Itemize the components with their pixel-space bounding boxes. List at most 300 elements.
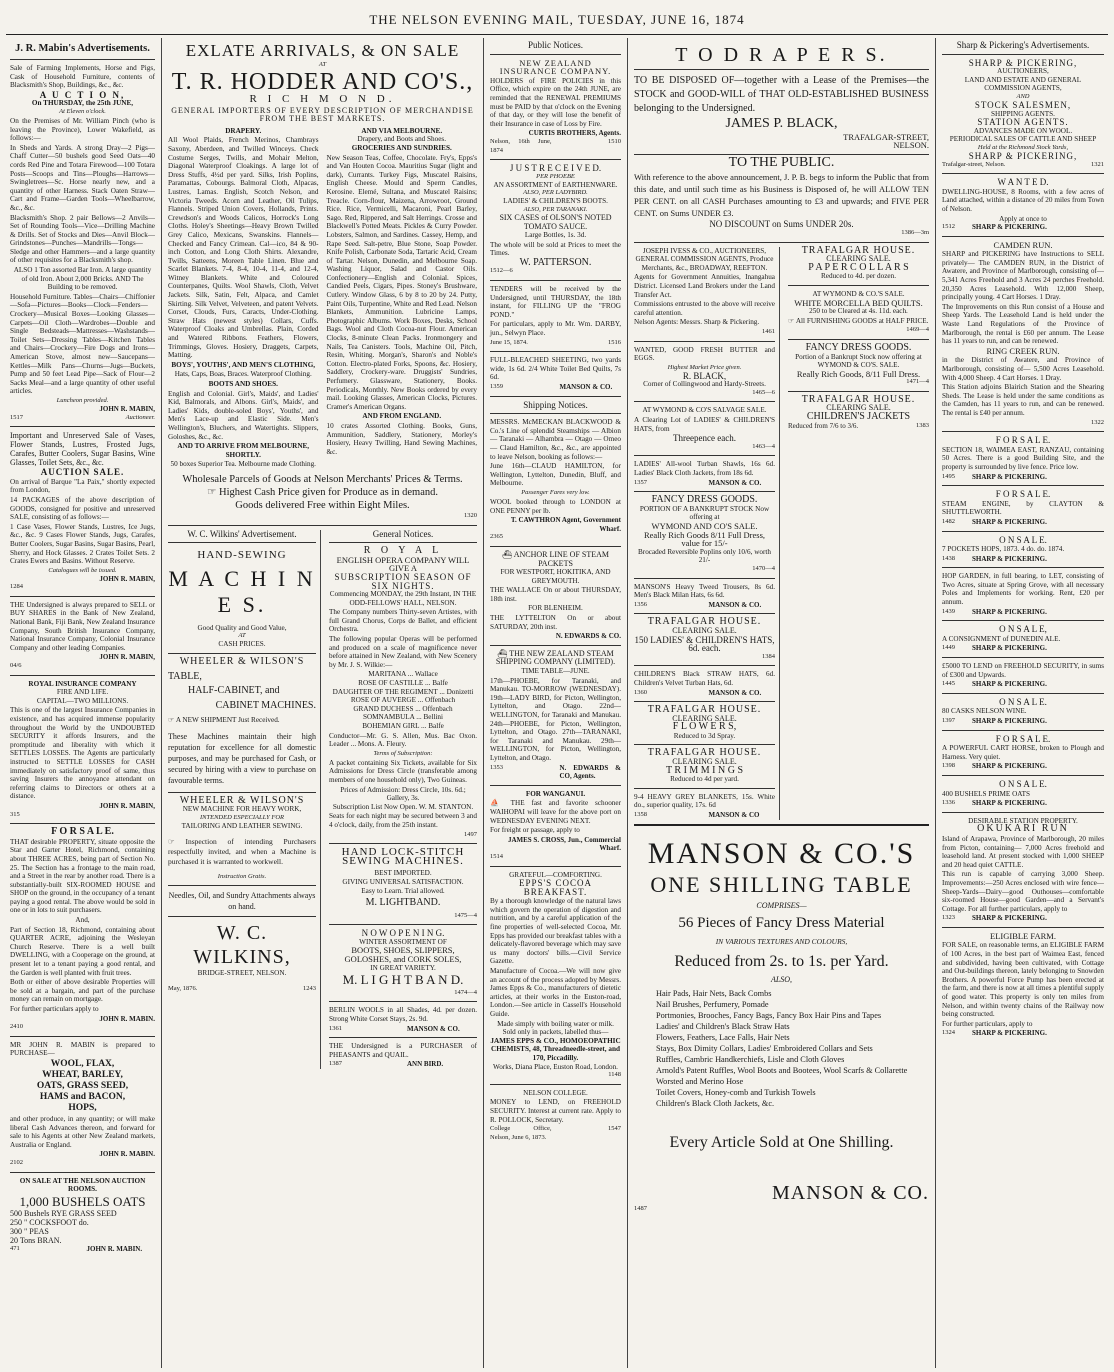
sewing-machines: SEWING MACHINES. xyxy=(342,854,464,867)
ad-number: 1517 xyxy=(10,413,23,421)
signature: SHARP & PICKERING. xyxy=(972,517,1047,526)
section-18: SECTION 18, WAIMEA EAST, RANZAU, containing 50 Acres. There is a good Building Site, and the property is surrounded by live fence. Price low. xyxy=(942,445,1104,471)
boys-clothing-list: Hats, Caps, Boas, Braces. Waterproof Clothing. xyxy=(174,370,312,379)
auction-heading: A U C T I O N, xyxy=(39,89,126,100)
divider xyxy=(942,173,1104,174)
ad-number: 1356 xyxy=(634,600,647,608)
signature: JOHN R. MABIN, xyxy=(99,801,155,810)
trafalgar-street: Trafalgar-street, Nelson. xyxy=(942,160,1006,168)
auction-time: At Eleven o'clock. xyxy=(59,107,106,115)
grey-blankets: 9-4 HEAVY GREY BLANKETS, 15s. White do., superior quality, 17s. 6d xyxy=(634,792,775,810)
dwelling-wanted: DWELLING-HOUSE, 8 Rooms, with a few acres of Land attached, within a distance of 20 miles from Town of Nelson. xyxy=(942,187,1104,213)
packages-note: 14 PACKAGES of the above description of GOODS, consigned for positive and unreserved SALE, consisting of as follows:— xyxy=(10,495,155,522)
divider xyxy=(634,455,775,456)
ad-number: 04/6 xyxy=(10,662,22,670)
one-shilling-table: ONE SHILLING TABLE xyxy=(650,871,913,897)
inspection-text: Inspection of intending Purchasers respectfully invited, and when a Machine is purchased it is warranted to workwell. xyxy=(168,836,316,866)
auction-lots: In Sheds and Yards. A strong Dray—2 Pigs—Chaff Cutter—50 bushels good Seed Oats—40 cords Red Pine and Totara Firewood—100 Totara Posts—Scoops and Tins—Ploughs—Harrows—Swingletrees—Sc. Horse nearly new, and a quantity of other Harness. Stack Oaten Straw—Cart and Frame—Garden Tools—Wheelbarrow, &c., &c. xyxy=(10,143,155,212)
clearing-sale: CLEARING SALE. xyxy=(826,254,891,264)
divider xyxy=(168,792,316,793)
on-sale-heading: O N S A L E. xyxy=(999,778,1047,789)
commencing-line: Commencing MONDAY, the 29th Instant, IN THE ODD-FELLOWS' HALL, NELSON. xyxy=(329,590,477,607)
pointing-hand-icon: ☞ xyxy=(206,486,220,498)
ad-number: 1474—4 xyxy=(454,988,477,996)
eligible-text: FOR SALE, on reasonable terms, an ELIGIBLE FARM of 100 Acres, in the best part of Waimea East, fenced and subdivided, having been cultivated, with Cottage and Out-buildings thereon, lately belonging to Snowden Brothers. A powerful Force Pump has been erected at the farm, and there is now at all times a plentiful supply of good water. This property is only ten miles from Nelson, and within twenty chains of the Railway now being constructed. xyxy=(942,941,1104,1019)
reduced-spray: Reduced to 3d Spray. xyxy=(673,731,736,740)
wymond-sale: WYMOND AND CO'S SALE. xyxy=(651,521,758,531)
wymond-salvage: AT WYMOND & CO'S SALVAGE SALE. xyxy=(642,406,767,415)
produce-text: and other produce, in any quantity; or will make liberal Cash Advances thereon, and forward for sale to his Agents at other New Zealand markets, Australia or England. xyxy=(10,1114,155,1149)
to-drapers-heading: T O D R A P E R S. xyxy=(675,44,888,66)
general-notices-heading: General Notices. xyxy=(372,528,434,539)
eligible-farm: ELIGIBLE FARM. xyxy=(990,930,1056,941)
shilling-items xyxy=(634,988,929,1109)
reduced-dozen: Reduced to 4d. per dozen. xyxy=(820,272,897,281)
morcella-quilts: WHITE MORCELLA BED QUILTS. xyxy=(794,297,923,308)
desirable-station: DESIRABLE STATION PROPERTY. xyxy=(968,816,1078,825)
divider xyxy=(10,1172,155,1173)
ad-number: 1510 xyxy=(608,137,621,145)
wheeler-wilson: WHEELER & WILSON'S xyxy=(179,655,305,667)
timetable-heading: TIME TABLE—JUNE. xyxy=(521,667,590,676)
highest-text: Highest Cash Price given for Produce as in demand. xyxy=(219,486,439,498)
shipping-notices-heading: Shipping Notices. xyxy=(523,399,588,410)
divider xyxy=(942,531,1104,532)
signature: JAMES S. CROSS, Jun., Commercial Wharf. xyxy=(507,835,621,853)
signature: JOHN R. MABIN, xyxy=(99,653,155,662)
further-particulars: For further particulars apply to xyxy=(10,1005,99,1013)
pointing-hand-icon: ☞ xyxy=(168,836,186,846)
anchor-line: ANCHOR LINE OF STEAM PACKETS xyxy=(513,549,610,568)
ad-number: 1361 xyxy=(329,1024,342,1032)
divider xyxy=(634,701,775,702)
brocaded-poplins: Brocaded Reversible Poplins only 10/6, worth 21/- xyxy=(638,547,771,565)
divider xyxy=(942,730,1104,731)
wallace-sailing: THE WALLACE On or about THURSDAY, 18th inst. xyxy=(490,586,621,603)
wool-booked: WOOL booked through to LONDON at ONE PENNY per lb. xyxy=(490,497,621,515)
ad-date: Nelson, 16th June, 1874 xyxy=(490,137,552,154)
divider xyxy=(10,1036,155,1037)
signature: MANSON & CO. xyxy=(708,478,762,487)
particulars-line: For particulars, apply to Mr. Wm. DARBY, jun., Selwyn Place. xyxy=(490,320,621,338)
r-black: R. BLACK, xyxy=(682,370,727,381)
reduced-price: Reduced from 2s. to 1s. per Yard. xyxy=(674,952,889,970)
pockets-hops: 7 POCKETS HOPS, 1873. 4 do. do. 1874. xyxy=(942,545,1065,554)
whole-sold: The whole will be sold at Prices to meet the Times. xyxy=(490,240,621,258)
divider xyxy=(788,285,929,286)
divider xyxy=(942,431,1104,432)
signature: JOHN R. MABIN. xyxy=(86,1244,143,1253)
signature: N. EDWARDS & CO, Agents. xyxy=(559,763,621,781)
various-textures: IN VARIOUS TEXTURES AND COLOURS, xyxy=(715,936,848,946)
divider xyxy=(788,391,929,392)
divider xyxy=(942,657,1104,658)
machines-title: M A C H I N E S. xyxy=(168,565,316,617)
drapery-heading: DRAPERY. xyxy=(225,126,262,135)
divider xyxy=(634,341,775,342)
england-heading: AND FROM ENGLAND. xyxy=(362,412,442,421)
column-mabin xyxy=(4,38,162,1368)
signature: SHARP & PICKERING. xyxy=(972,717,1047,725)
terms-heading: Terms of Subscription: xyxy=(373,749,433,757)
ad-number: 1323 xyxy=(942,914,955,922)
dress-material: 56 Pieces of Fancy Dress Material xyxy=(678,914,885,931)
for-sale-heading: F O R S A L E. xyxy=(995,489,1051,500)
camden-improvements: The Improvements on this Run consist of a House and Sheep Yards. The Leasehold Land is held under the Waste Land Regulations of the Province of Marlborough, the rental is £60 per annum. The Lease has 11 years to run, and can be renewed. xyxy=(942,302,1104,346)
ad-number: 1475—4 xyxy=(454,911,477,919)
ladies-boots: LADIES' & CHILDREN'S BOOTS. xyxy=(503,197,608,206)
ad-number: 1353 xyxy=(490,763,503,771)
nz-insurance-heading: NEW ZEALAND INSURANCE COMPANY. xyxy=(499,57,612,77)
public-notices-heading: Public Notices. xyxy=(528,40,583,50)
divider xyxy=(634,744,775,745)
lightband-name: M. LIGHTBAND. xyxy=(365,897,441,909)
clearing-sale: CLEARING SALE. xyxy=(672,757,737,767)
masthead: THE NELSON EVENING MAIL, TUESDAY, JUNE 16, 1874 xyxy=(369,12,745,27)
tailoring-line: TAILORING AND LEATHER SEWING. xyxy=(181,822,303,831)
divider xyxy=(942,236,1104,237)
divider xyxy=(490,546,621,547)
trafalgar-house: TRAFALGAR HOUSE. xyxy=(647,747,762,759)
children-jackets: CHILDREN'S JACKETS xyxy=(806,411,911,423)
ad-number: 1360 xyxy=(634,688,647,696)
ad-number: 1324 xyxy=(942,1029,955,1037)
ad-number: 1384 xyxy=(762,652,775,660)
winter-assortment: WINTER ASSORTMENT OF xyxy=(359,937,447,946)
reduced-jackets: Reduced from 7/6 to 3/6. xyxy=(788,421,859,430)
divider xyxy=(329,1037,477,1038)
sharp-pickering-heading: Sharp & Pickering's Advertisements. xyxy=(956,40,1090,50)
subscription-list: Subscription List Now Open. W. M. STANTON. xyxy=(332,802,474,811)
signature: T. CAWTHRON Agent, Government Wharf. xyxy=(510,516,621,533)
catalogues-note: Catalogues will be issued. xyxy=(48,566,117,574)
clearing-sale: CLEARING SALE. xyxy=(672,713,737,723)
signature: SHARP & PICKERING. xyxy=(972,472,1047,481)
england-list: 10 crates Assorted Clothing. Books, Guns, Ammunition, Saddlery, Stationery, Morley's Hosiery, Heavy Twilling, Hand Sewing Machines, &c. xyxy=(326,421,477,456)
ad-number: 1284 xyxy=(10,583,23,591)
berlin-wools: BERLIN WOOLS in all Shades, 4d. per dozen. Strong White Corset Stays, 2s. 9d. xyxy=(329,1006,477,1024)
held-at: Held at the Richmond Stock Yards, xyxy=(977,143,1069,151)
commissions-line: Commissions entrusted to the above will receive careful attention. xyxy=(634,300,775,317)
also-lots: ALSO 1 Ton assorted Bar Iron. A large quantity of old Iron. About 2,000 Bricks. AND The Building to be removed. xyxy=(13,266,152,292)
bankrupt-portion: PORTION OF A BANKRUPT STOCK Now offering at xyxy=(639,504,770,522)
and-line: And, xyxy=(75,916,90,925)
signature: JOHN R. MABIN. xyxy=(99,1150,155,1159)
divider xyxy=(942,567,1104,568)
arrive-list: 50 boxes Superior Tea. Melbourne made Clothing. xyxy=(170,460,316,469)
nz-steam-company: THE NEW ZEALAND STEAM SHIPPING COMPANY (LIMITED). xyxy=(495,648,616,667)
furnishing-goods: All FURNISHING GOODS at HALF PRICE. xyxy=(795,316,929,325)
pointing-hand-icon: ☞ xyxy=(168,716,176,725)
timetable-entries: 17th—PHOEBE, for Taranaki, and Manukau. TO-MORROW (WEDNESDAY). 19th—LADY BIRD, for Picton, Wellington, Lyttelton, and Otago. 22nd—WELLINGTON, for Taranaki and Manukau. 24th—PHOEBE, for Picton, Wellington, Lyttelton, and Otago. 27th—TARANAKI, for Taranaki and Manukau. 29th—WELLINGTON, for Picton, Wellington, Lyttelton, and Otago. xyxy=(490,676,621,762)
ad-number: 1449 xyxy=(942,644,955,652)
ad-number: 1322 xyxy=(1091,418,1104,426)
list-item: Ladies' and Children's Black Straw Hats xyxy=(656,1021,790,1031)
freight-line: For freight or passage, apply to xyxy=(490,826,580,835)
quality-line: Good Quality and Good Value, xyxy=(197,623,287,632)
rich-goods-2: Really Rich Goods, 8/11 Full Dress. xyxy=(796,368,921,379)
fancy-dress-goods-2: FANCY DRESS GOODS. xyxy=(805,341,912,353)
divider xyxy=(942,812,1104,813)
per-taranaki: ALSO, PER TARANAKI. xyxy=(523,205,588,213)
list-item: Children's Black Cloth Jackets, &c. xyxy=(656,1098,775,1108)
signature: SHARP & PICKERING. xyxy=(972,223,1047,232)
ad-date: May, 1876. xyxy=(168,985,198,993)
auction-premises: On the Premises of Mr. William Pinch (who is leaving the Province), Lower Wakefield, as follows:— xyxy=(10,116,155,143)
flowers-line: F L O W E R S, xyxy=(672,721,737,733)
ad-number: 1320 xyxy=(464,511,477,519)
divider xyxy=(490,645,621,646)
cash-prices: CASH PRICES. xyxy=(218,640,266,649)
ad-number: 1397 xyxy=(942,717,955,724)
on-sale-heading: ON SALE AT THE NELSON AUCTION ROOMS. xyxy=(19,1176,146,1194)
list-item: Stays, Box Dimity Collars, Ladies' Embroidered Collars and Sets xyxy=(656,1043,873,1053)
new-shipment-line xyxy=(168,716,316,725)
heavy-work-machine: NEW MACHINE FOR HEAVY WORK, xyxy=(182,805,302,814)
signature: SHARP & PICKERING. xyxy=(972,1029,1047,1038)
divider xyxy=(10,675,155,676)
capital-line: CAPITAL—TWO MILLIONS. xyxy=(36,696,129,705)
quilts-price: 250 to be Cleared at 4s. 11d. each. xyxy=(809,307,908,316)
land-estate: LAND AND ESTATE AND GENERAL COMMISSION AGENTS, xyxy=(964,75,1082,93)
children-straw-hats: CHILDREN'S Black STRAW HATS, 6d. Children's Velvet Turban Hats, 6d. xyxy=(634,670,775,687)
ad-number: 1470—4 xyxy=(752,564,775,572)
advances-wool: ADVANCES MADE ON WOOL. xyxy=(973,126,1073,135)
ad-number: 1358 xyxy=(634,811,647,819)
seats-note: Seats for each night may be secured between 3 and 4 o'clock, daily, from the 25th instant. xyxy=(329,812,477,829)
corner-streets: Corner of Collingwood and Hardy-Streets. xyxy=(643,380,766,389)
hodder-place: R I C H M O N D. xyxy=(249,93,396,105)
steam-engine: STEAM ENGINE, by CLAYTON & SHUTTLEWORTH. xyxy=(942,499,1104,517)
divider xyxy=(329,843,477,844)
divider xyxy=(634,69,929,70)
divider xyxy=(634,578,775,579)
arrive-heading: AND TO ARRIVE FROM MELBOURNE, SHORTLY. xyxy=(177,442,310,459)
machines-description: These Machines maintain their high reputation for excellence for all domestic purposes, and may be purchased for Cash, or secured by hiring with a view to purchase on favourable terms. xyxy=(168,731,316,785)
nelson-college: NELSON COLLEGE. xyxy=(523,1088,588,1097)
ad-number: 1387 xyxy=(329,1060,342,1068)
ad-number: 1487 xyxy=(634,1204,647,1212)
list-item: Portmonies, Brooches, Fancy Bags, Fancy Box Hair Pins and Tapes xyxy=(656,1010,882,1020)
clearing-sale: CLEARING SALE. xyxy=(826,403,891,413)
boys-clothing-heading: BOYS', YOUTHS', AND MEN'S CLOTHING, xyxy=(171,360,316,369)
best-imported: BEST IMPORTED. xyxy=(374,869,432,878)
company-note: The Company numbers Thirty-seven Artistes, with full Grand Chorus, Corps de Ballet, and efficient Orchestra. xyxy=(329,608,477,634)
ad-number: 1438 xyxy=(942,554,955,562)
signature: CURTIS BROTHERS, Agents. xyxy=(528,129,621,138)
signature: JOHN R. MABIN, xyxy=(99,574,155,583)
divider xyxy=(10,596,155,597)
signature: MANSON & CO. xyxy=(407,1024,460,1033)
divider xyxy=(490,1084,621,1085)
divider xyxy=(168,885,316,886)
signature: SHARP & PICKERING. xyxy=(972,680,1047,689)
divider xyxy=(942,620,1104,621)
reduced-yard: Reduced to 4d per yard. xyxy=(670,775,739,784)
delivered-line: Goods delivered Free within Eight Miles. xyxy=(235,499,410,511)
divider xyxy=(168,916,316,917)
manson-big-title: MANSON & CO.'S xyxy=(647,836,916,870)
signature: MANSON & CO. xyxy=(708,600,762,609)
ad-number: 1514 xyxy=(490,852,503,860)
ad-number: 1547 xyxy=(608,1125,621,1133)
royal-label: R O Y A L xyxy=(363,545,443,557)
signature: JOHN R. MABIN, xyxy=(99,404,155,413)
signature: JOHN R. MABIN. xyxy=(99,1014,155,1023)
new-shipment-text: A NEW SHIPMENT Just Received. xyxy=(175,716,280,725)
highest-price: Highest Market Price given. xyxy=(667,363,742,371)
clearing-sale: CLEARING SALE. xyxy=(672,625,737,635)
general-importers: GENERAL IMPORTERS OF EVERY DESCRIPTION OF MERCHANDISE FROM THE BEST MARKETS. xyxy=(171,105,474,124)
ad-date: June 15, 1874. xyxy=(490,338,528,346)
boots-heading: BOOTS AND SHOES. xyxy=(208,380,278,388)
waihopai-text: THE fast and favorite schooner WAIHOPAI will leave for the above port on WEDNESDAY EVENING NEXT. xyxy=(490,799,621,825)
periodical-sales: PERIODICAL SALES OF CATTLE AND SHEEP xyxy=(949,135,1097,144)
ad-number: 1497 xyxy=(464,830,477,838)
list-item: Flowers, Feathers, Lace Falls, Hair Nets xyxy=(656,1032,790,1042)
ad-number: 471 xyxy=(10,1244,20,1252)
produce-list: WOOL, FLAX, WHEAT, BARLEY, OATS, GRASS SEED, HAMS and BACON, HOPS, xyxy=(36,1058,129,1113)
signature: MANSON & CO. xyxy=(708,688,762,697)
on-sale-heading: O N S A L E, xyxy=(999,624,1047,635)
for-sale-heading: F O R S A L E. xyxy=(995,733,1051,744)
divider xyxy=(10,59,155,60)
to-the-public: TO THE PUBLIC. xyxy=(728,154,835,170)
divider xyxy=(10,426,155,427)
list-item: Toilet Covers, Honey-comb and Turkish Towels xyxy=(656,1087,816,1097)
waihopai-notice xyxy=(490,799,621,825)
column-drapers xyxy=(628,38,936,1368)
signature: SHARP & PICKERING. xyxy=(972,644,1047,653)
masthead-rule xyxy=(6,34,1108,35)
rich-goods: Really Rich Goods 8/11 Full Dress, value for 15/- xyxy=(643,529,766,549)
sold-only: Sold only in packets, labelled thus— xyxy=(502,1028,609,1037)
hand-sewing: HAND-SEWING xyxy=(197,549,287,562)
trafalgar-street: TRAFALGAR-STREET, xyxy=(843,131,929,142)
ivess-text: Agents for Government Annuities, Inangahua District. Licensed Land Brokers under the Land Transfer Act. xyxy=(634,273,775,299)
subscription-season: SUBSCRIPTION SEASON OF SIX NIGHTS. xyxy=(334,571,472,591)
bridge-street: BRIDGE-STREET, NELSON. xyxy=(197,968,287,977)
divider xyxy=(634,242,929,243)
mcmeckan-notice: MESSRS. McMECKAN BLACKWOOD & Co.'s Line of splendid Steamships — Albion — Taranaki — Alhambra — Otago — Omeo — Claud Hamilton, &c., &c., are appointed to leave Nelson, booking as follows:— xyxy=(490,418,621,461)
list-item: Arnold's Patent Ruffles, Wool Boots and Bootees, Wool Scarfs & Collarette xyxy=(656,1065,908,1075)
boots-list: English and Colonial. Girl's, Maids', and Ladies' Kid, Balmorals, and Albons. Girl's, Maids', and Ladies' Kids, double-soled Boys', Youths', and Men's Lace-up and Elastic Side. Men's Wellington's, Bluchers, and Watertights. Slippers, Goloshes, &c., &c. xyxy=(168,389,319,441)
ad-number: 1321 xyxy=(1091,160,1104,168)
hodder-title: EXLATE ARRIVALS, & ON SALE xyxy=(185,41,460,60)
shares-notice: THE Undersigned is always prepared to SELL or BUY SHARES in the Bank of New Zealand, National Bank, Fiji Bank, New Zealand Insurance Company, South British Insurance Company, National Insurance Company, Colonial Insurance Company and other leading Companies. xyxy=(10,600,155,652)
section-part: Part of Section 18, Richmond, containing about QUARTER ACRE, adjoining the Wesleyan Church Reserve. There is a well built DWELLING, with a Cooperage on the ground, at present let to a tenant paying a good rental, and the Garden is well planted with fruit trees. xyxy=(10,925,155,977)
trafalgar-house: TRAFALGAR HOUSE. xyxy=(801,393,916,405)
money-to-lend: MONEY to LEND, on FREEHOLD SECURITY. Interest at current rate. Apply to R. POLLOCK, Secretary. xyxy=(490,1098,621,1124)
ladies-children-hats: 150 LADIES' & CHILDREN'S HATS, xyxy=(634,634,775,645)
trafalgar-house: TRAFALGAR HOUSE. xyxy=(647,704,762,716)
half-cabinet: HALF-CABINET, and xyxy=(188,685,280,697)
oats-line: 1,000 BUSHELS OATS xyxy=(19,1193,146,1209)
ad-number: 1465—6 xyxy=(752,388,775,396)
westport-route: FOR WESTPORT, HOKITIKA, AND GREYMOUTH. xyxy=(500,568,611,585)
also-label: ALSO, xyxy=(770,974,793,984)
ad-number: 1243 xyxy=(303,985,316,993)
anchor-line-row xyxy=(490,551,621,568)
divider xyxy=(490,280,621,281)
grateful-comforting: GRATEFUL—COMFORTING. xyxy=(509,870,602,879)
epps-manufacture: Manufacture of Cocoa.—We will now give an account of the process adopted by Messrs. James Epps & Co., manufacturers of dietetic articles, at their works in the Euston-road, London.—See article in Cassell's Household Guide. xyxy=(490,967,621,1018)
instruction-gratis: Instruction Gratis. xyxy=(217,872,267,880)
ad-number: 2365 xyxy=(490,533,503,541)
ad-number: 1357 xyxy=(634,478,647,486)
signature: ANN BIRD. xyxy=(407,1060,444,1069)
ad-number: 1482 xyxy=(942,517,955,525)
ad-number: 2102 xyxy=(10,1158,23,1166)
hodder-firm: T. R. HODDER AND CO'S., xyxy=(171,69,474,95)
blacksmith-lots: Blacksmith's Shop. 2 pair Bellows—2 Anvils—Set of Rounding Tools—Vice—Drilling Machine & Drills. Set of Stocks and Dies—Anvil Block—Grindstones—Punches—Mandrills—Tongs—Sledge and other Hammers—and a large quantity of other requisites for a Blacksmith's shop. xyxy=(10,213,155,265)
divider xyxy=(168,542,316,543)
ad-number: 2410 xyxy=(10,1023,23,1031)
ring-creek-improvements: This Station adjoins Blairich Station and the Shearing Sheds. The Lease is held under the same conditions as the Camden, has 11 years to run, and can be renewed. The rental is £40 per annum. xyxy=(942,383,1104,417)
english-opera: ENGLISH OPERA COMPANY WILL GIVE A xyxy=(336,554,470,574)
epps-works: Works, Diana Place, Euston Road, London. xyxy=(493,1062,618,1071)
signature: MANSON & CO xyxy=(708,811,760,820)
wanted-heading: W A N T E D. xyxy=(997,177,1049,188)
mabin-heading: J. R. Mabin's Advertisements. xyxy=(15,43,150,54)
ring-creek-run: RING CREEK RUN. xyxy=(986,345,1060,356)
divider xyxy=(634,665,775,666)
divider xyxy=(788,339,929,340)
firm-name-2: SHARP & PICKERING, xyxy=(968,150,1078,161)
signature: SHARP & PICKERING. xyxy=(972,554,1047,563)
wymond-sale-2: AT WYMOND & CO.'S SALE. xyxy=(812,289,905,298)
on-sale-heading: O N S A L E. xyxy=(999,534,1047,545)
lightband-name-2: M. L I G H T B A N D. xyxy=(342,972,464,988)
at-label: AT xyxy=(238,632,246,640)
steamship-icon: ⛴ xyxy=(501,549,514,559)
sheeting-notice: FULL-BLEACHED SHEETING, two yards wide, 1s 6d. 2/4 White Toilet Bed Quilts, 7s 6d. xyxy=(490,356,621,382)
nelson-line: NELSON. xyxy=(893,140,929,151)
divider xyxy=(168,525,477,526)
groceries-heading: GROCERIES AND SUNDRIES. xyxy=(351,143,452,152)
via-melbourne: AND VIA MELBOURNE. xyxy=(361,126,443,135)
paper-collars: P A P E R C O L L A R S xyxy=(808,261,909,273)
signature: N. EDWARDS & CO. xyxy=(555,632,621,641)
further-particulars: For further particulars, apply to xyxy=(942,1019,1033,1028)
divider xyxy=(634,824,929,826)
pointing-hand-icon: ☞ xyxy=(788,316,796,325)
auctioneers: AUCTIONEERS, xyxy=(997,67,1049,76)
royal-insurance-heading: ROYAL INSURANCE COMPANY xyxy=(28,679,137,688)
nelson-wine: 80 CASKS NELSON WINE. xyxy=(942,707,1027,716)
column-hodder xyxy=(162,38,484,1368)
divider xyxy=(168,653,316,654)
divider xyxy=(490,351,621,352)
auction-heading-2: AUCTION SALE. xyxy=(40,467,125,478)
per-phoebe: PER PHOEBE xyxy=(536,172,575,180)
six-pence-each: 6d. each. xyxy=(688,643,721,654)
easy-to-learn: Easy to Learn. Trial allowed. xyxy=(361,886,445,895)
claud-hamilton: June 16th—CLAUD HAMILTON, for Wellington, Lyttelton, Dunedin, Bluff, and Melbourne. xyxy=(490,462,621,488)
divider xyxy=(942,54,1104,55)
divider xyxy=(942,693,1104,694)
signature: SHARP & PICKERING. xyxy=(972,607,1047,616)
divider xyxy=(490,396,621,397)
household-lots: Household Furniture. Tables—Chairs—Chiffonier—Sofa—Pictures—Books—Clock—Fenders—Crockery—Musical Boxes—Looking Glasses—Carpets—Oil Cloth—Wardrobes—Double and Single Bedsteads—Mattresses—Washstands—Toilet Sets—Dressing Tables—Kitchen Tables and Chairs—Crockery—Fire Dogs and Irons—American Stove, almost new—Saucepans—Kettles—Milk Pans—Churns—Jugs—Buckets, Pump and 50 feet Lead Pipe—Sack of Flour—2 Sacks Meal—and a large quantity of other useful articles. xyxy=(10,292,155,396)
boots-shoes-slippers: BOOTS, SHOES, SLIPPERS, GOLOSHES, and CORK SOLES, xyxy=(344,945,462,965)
intended-label: INTENDED ESPECIALLY FOR xyxy=(199,814,284,822)
divider xyxy=(490,413,621,414)
comprises-label: COMPRISES— xyxy=(756,900,807,910)
signature: SHARP & PICKERING. xyxy=(972,914,1047,923)
list-item: Hair Pads, Hair Nets, Back Combs xyxy=(656,988,772,998)
wanted-butter: WANTED, GOOD FRESH BUTTER and EGGS. xyxy=(634,345,775,363)
